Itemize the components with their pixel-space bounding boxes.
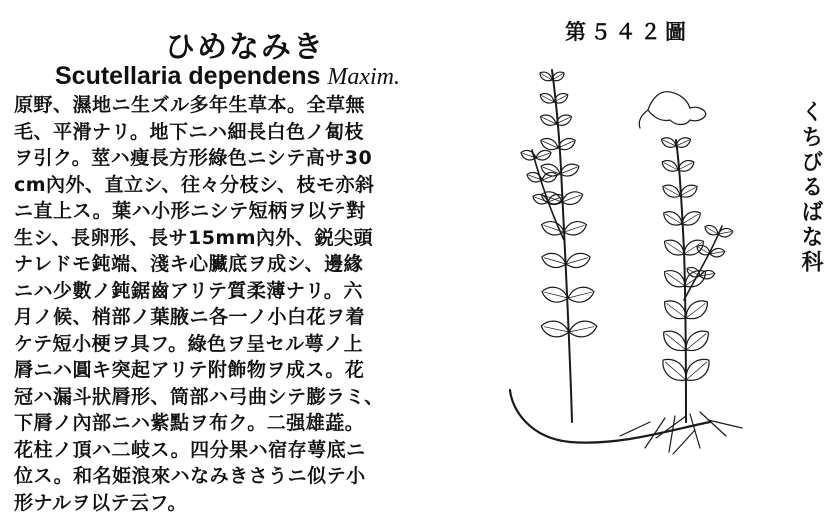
plant-drawing — [490, 50, 790, 470]
roots — [620, 412, 742, 454]
leaf-vein — [686, 303, 705, 318]
plant-illustration — [490, 50, 790, 470]
description-line: ケテ短小梗ヲ具フ。綠色ヲ呈セル萼ノ上 — [14, 331, 474, 358]
leaf-vein — [667, 273, 685, 286]
description-line: 毛、平滑ナリ。地下ニハ細長白色ノ匐枝 — [14, 119, 474, 146]
description-line: ナレドモ鈍端、淺キ心臟底ヲ成シ、邊緣 — [14, 251, 474, 278]
figure-number: 第５４２圖 — [565, 16, 690, 46]
description-line: 花柱ノ頂ハ二岐ス。四分果ハ宿存萼底ニ — [14, 437, 474, 464]
leaf-vein — [686, 362, 707, 380]
japanese-name-heading: ひめなみき — [165, 22, 325, 66]
description-line: ヲ引ク。莖ハ痩長方形綠色ニシテ高サ30 — [14, 145, 474, 172]
flower-detail — [639, 92, 706, 128]
leaf-vein — [666, 334, 686, 350]
leaf-vein — [544, 327, 569, 332]
leaf-vein — [569, 327, 594, 332]
rhizome — [510, 390, 710, 443]
species-description — [14, 92, 474, 516]
description-line: 脣ニハ圓キ突起アリテ附飾物ヲ成ス。花 — [14, 357, 474, 384]
description-line: ニ直上ス。葉ハ小形ニシテ短柄ヲ以テ對 — [14, 198, 474, 225]
description-line: ニハ少數ノ鈍鋸齒アリテ質柔薄ナリ。六 — [14, 278, 474, 305]
author-abbreviation: Maxim. — [327, 64, 400, 90]
description-line: 原野、濕地ニ生ズル多年生草本。全草無 — [14, 92, 474, 119]
branch-right — [684, 226, 722, 300]
scientific-name — [55, 62, 400, 91]
leaf-vein — [667, 303, 686, 318]
leaf-vein — [665, 362, 686, 380]
description-line: 冠ハ漏斗狀脣形、筒部ハ弓曲シテ膨ラミ、 — [14, 384, 474, 411]
description-line: cm內外、直立シ、往々分枝シ、枝モ亦斜 — [14, 172, 474, 199]
family-name: くちびるばな科 — [796, 100, 826, 275]
description-line: 形ナルヲ以テ云フ。 — [14, 490, 474, 516]
description-line: 月ノ候、梢部ノ葉腋ニ各一ノ小白花ヲ着 — [14, 304, 474, 331]
description-line: 位ス。和名姫浪來ハなみきさうニ似テ小 — [14, 463, 474, 490]
description-line: 下脣ノ內部ニハ紫點ヲ布ク。二强雄蕋。 — [14, 410, 474, 437]
description-line: 生シ、長卵形、長サ15mm內外、鋭尖頭 — [14, 225, 474, 252]
genus-species: Scutellaria dependens — [55, 62, 320, 90]
leaf-vein — [686, 334, 706, 350]
